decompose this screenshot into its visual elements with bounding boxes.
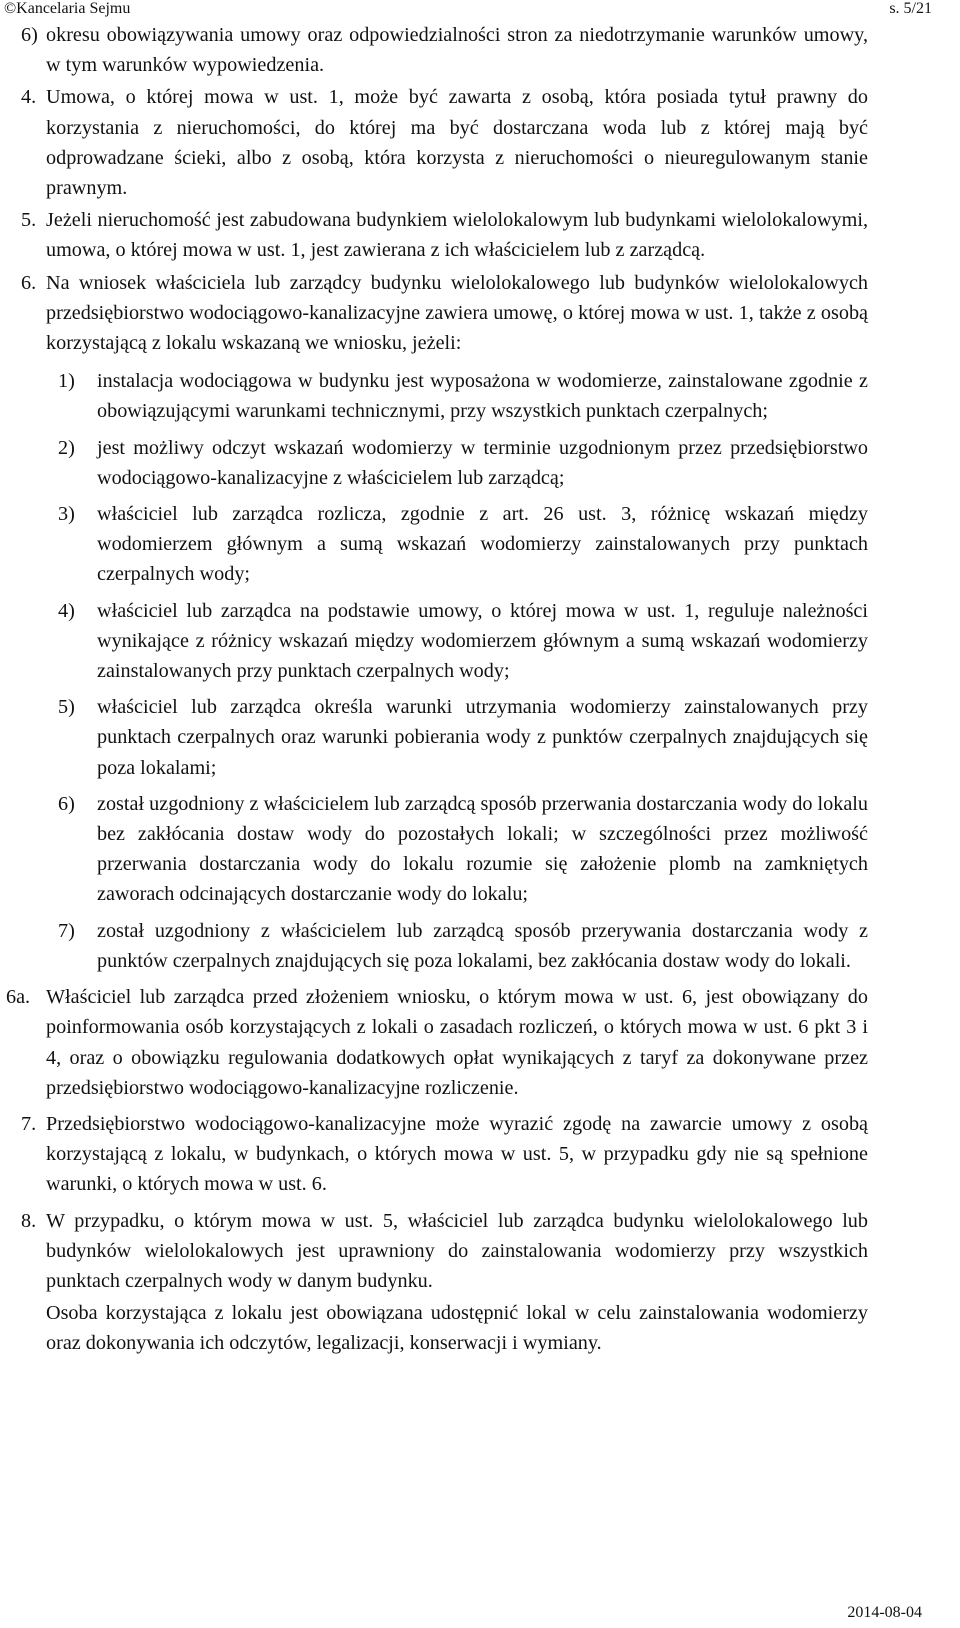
paragraph-text: Przedsiębiorstwo wodociągowo-kanalizacyjne może wyrazić zgodę na zawarcie umowy z osobą korzystającą z lokalu, w budynkach, o których mowa w ust. 5, w przypadku gdy nie są spełnione warunki, o których mowa w ust. 6.	[46, 1112, 868, 1196]
paragraph-8	[0, 1206, 868, 1297]
paragraph-7	[0, 1109, 868, 1200]
list-item-2	[0, 433, 868, 493]
list-item-text: został uzgodniony z właścicielem lub zarządcą sposób przerwania dostarczania wody do lokalu bez zakłócania dostaw wody do pozostałych lokali; w szczególności przez możliwość przerwania dostarczania wody do lokalu rozumie się założenie plomb na zamkniętych zaworach odcinających dostarczanie wody do lokalu;	[97, 792, 868, 906]
page-number: s. 5/21	[889, 0, 932, 17]
list-item-text: właściciel lub zarządca określa warunki utrzymania wodomierzy zainstalowanych przy punktach czerpalnych oraz warunki pobierania wody z punktów czerpalnych znajdujących się poza lokalami;	[97, 696, 868, 779]
paragraph-8-continuation	[0, 1298, 868, 1358]
paragraph-text: Osoba korzystająca z lokalu jest obowiązana udostępnić lokal w celu zainstalowania wodomierzy oraz dokonywania ich odczytów, legalizacji, konserwacji i wymiany.	[46, 1302, 868, 1355]
list-item-text: właściciel lub zarządca na podstawie umowy, o której mowa w ust. 1, reguluje należności wynikające z różnicy wskazań między wodomierzem głównym a sumą wskazań wodomierzy zainstalowanych przy punktach czerpalnych wody;	[97, 599, 868, 683]
list-item-number: 6)	[58, 792, 75, 815]
paragraph-5	[0, 205, 868, 265]
paragraph-item-6-contract-terms	[0, 20, 868, 80]
list-item-1	[0, 366, 868, 426]
list-item-4	[0, 596, 868, 687]
list-item-number: 4)	[58, 599, 75, 622]
list-item-number: 7)	[58, 919, 75, 942]
document-body	[0, 20, 960, 1361]
list-item-3	[0, 499, 868, 590]
list-item-text: został uzgodniony z właścicielem lub zarządcą sposób przerywania dostarczania wody z punktów czerpalnych znajdujących się poza lokalami, bez zakłócania dostaw wody do lokali.	[97, 919, 868, 972]
paragraph-number: 4.	[21, 86, 37, 109]
paragraph-4	[0, 82, 868, 203]
paragraph-number: 5.	[21, 209, 37, 232]
paragraph-6	[0, 268, 868, 359]
list-item-number: 1)	[58, 370, 75, 393]
paragraph-text: okresu obowiązywania umowy oraz odpowiedzialności stron za niedotrzymanie warunków umowy, w tym warunków wypowiedzenia.	[46, 24, 868, 77]
paragraph-number: 8.	[21, 1209, 37, 1232]
list-item-number: 2)	[58, 436, 75, 459]
list-item-text: instalacja wodociągowa w budynku jest wyposażona w wodomierze, zainstalowane zgodnie z obowiązującymi warunkami technicznymi, przy wszystkich punktach czerpalnych;	[97, 370, 868, 423]
paragraph-number: 6.	[21, 271, 37, 294]
list-item-5	[0, 692, 868, 783]
paragraph-number: 6)	[21, 24, 38, 46]
paragraph-text: Na wniosek właściciela lub zarządcy budynku wielolokalowego lub budynków wielolokalowych przedsiębiorstwo wodociągowo-kanalizacyjne zawiera umowę, o której mowa w ust. 1, także z osobą korzystającą z lokalu wskazaną we wniosku, jeżeli:	[46, 271, 868, 355]
list-item-text: właściciel lub zarządca rozlicza, zgodnie z art. 26 ust. 3, różnicę wskazań między wodomierzem głównym a sumą wskazań wodomierzy zainstalowanych przy punktach czerpalnych wody;	[97, 503, 868, 586]
paragraph-text: Umowa, o której mowa w ust. 1, może być zawarta z osobą, która posiada tytuł prawny do korzystania z nieruchomości, do której ma być dostarczana woda lub z której mają być odprowadzane ścieki, albo z osobą, która korzysta z nieruchomości o nieuregulowanym stanie prawnym.	[46, 86, 868, 200]
paragraph-number: 6a.	[6, 986, 31, 1009]
paragraph-6a	[0, 982, 868, 1103]
list-item-6	[0, 789, 868, 910]
list-item-number: 3)	[58, 503, 75, 526]
header-source: ©Kancelaria Sejmu	[4, 0, 131, 17]
list-item-text: jest możliwy odczyt wskazań wodomierzy w terminie uzgodnionym przez przedsiębiorstwo wodociągowo-kanalizacyjne z właścicielem lub zarządcą;	[97, 436, 868, 489]
paragraph-number: 7.	[21, 1112, 37, 1135]
footer-date: 2014-08-04	[847, 1604, 922, 1621]
list-item-7	[0, 916, 868, 976]
list-item-number: 5)	[58, 696, 75, 719]
paragraph-text: W przypadku, o którym mowa w ust. 5, właściciel lub zarządca budynku wielolokalowego lub budynków wielolokalowych jest uprawniony do zainstalowania wodomierzy przy wszystkich punktach czerpalnych wody w danym budynku.	[46, 1209, 868, 1292]
paragraph-text: Właściciel lub zarządca przed złożeniem wniosku, o którym mowa w ust. 6, jest obowiązany do poinformowania osób korzystających z lokali o zasadach rozliczeń, o których mowa w ust. 6 pkt 3 i 4, oraz o obowiązku regulowania dodatkowych opłat wynikających z taryf za dokonywane przez przedsiębiorstwo wodociągowo-kanalizacyjne rozliczenie.	[46, 986, 868, 1099]
paragraph-text: Jeżeli nieruchomość jest zabudowana budynkiem wielolokalowym lub budynkami wielolokalowymi, umowa, o której mowa w ust. 1, jest zawierana z ich właścicielem lub z zarządcą.	[46, 209, 868, 262]
